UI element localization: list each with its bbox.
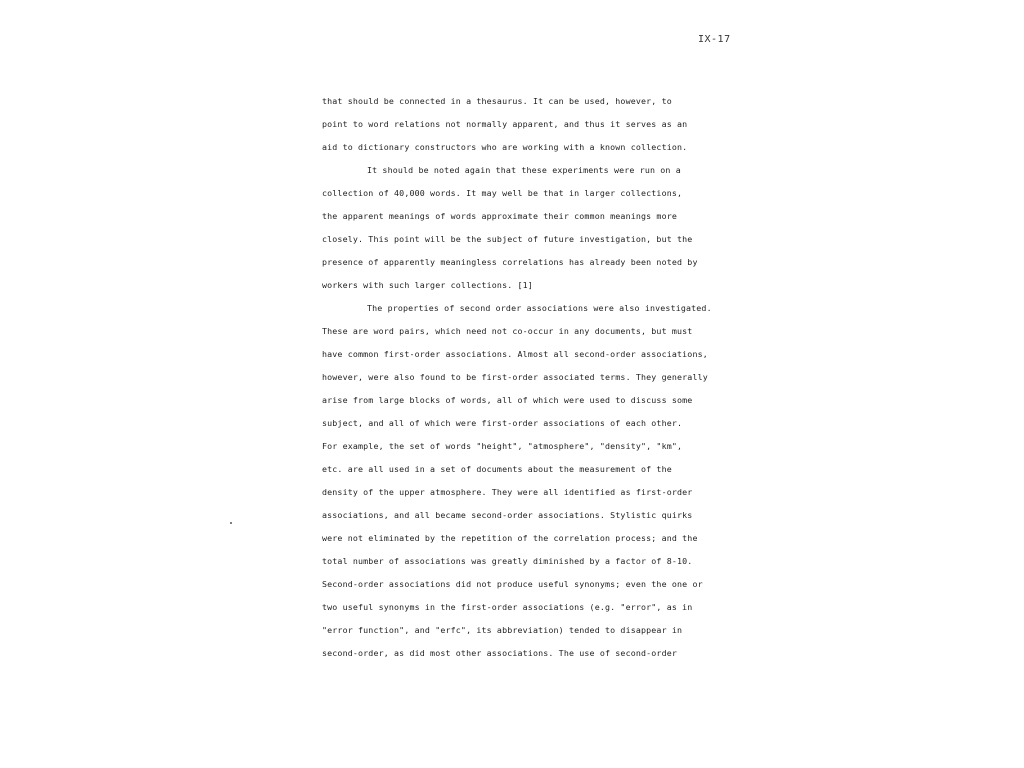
body-line: For example, the set of words "height", "atmosphere", "density", "km", — [322, 441, 683, 451]
body-line: The properties of second order associations were also investigated. — [367, 303, 712, 313]
body-line: total number of associations was greatly diminished by a factor of 8-10. — [322, 556, 693, 566]
body-line: two useful synonyms in the first-order associations (e.g. "error", as in — [322, 602, 693, 612]
body-line: however, were also found to be first-order associated terms. They generally — [322, 372, 708, 382]
body-line: aid to dictionary constructors who are working with a known collection. — [322, 142, 688, 152]
body-line: have common first-order associations. Almost all second-order associations, — [322, 349, 708, 359]
body-line: These are word pairs, which need not co-occur in any documents, but must — [322, 326, 693, 336]
body-line: density of the upper atmosphere. They were all identified as first-order — [322, 487, 693, 497]
body-line: were not eliminated by the repetition of the correlation process; and the — [322, 533, 698, 543]
page-number: IX-17 — [698, 34, 731, 45]
scan-speck — [230, 522, 232, 524]
body-line: workers with such larger collections. [1] — [322, 280, 533, 290]
body-line: "error function", and "erfc", its abbreviation) tended to disappear in — [322, 625, 683, 635]
body-line: point to word relations not normally apparent, and thus it serves as an — [322, 119, 688, 129]
body-line: that should be connected in a thesaurus. It can be used, however, to — [322, 96, 672, 106]
body-line: closely. This point will be the subject of future investigation, but the — [322, 234, 693, 244]
document-body — [322, 90, 742, 665]
body-line: subject, and all of which were first-order associations of each other. — [322, 418, 683, 428]
body-line: presence of apparently meaningless correlations has already been noted by — [322, 257, 698, 267]
body-line: Second-order associations did not produce useful synonyms; even the one or — [322, 579, 703, 589]
body-line: collection of 40,000 words. It may well be that in larger collections, — [322, 188, 683, 198]
body-line: associations, and all became second-order associations. Stylistic quirks — [322, 510, 693, 520]
body-line: It should be noted again that these experiments were run on a — [367, 165, 681, 175]
body-line: the apparent meanings of words approximate their common meanings more — [322, 211, 678, 221]
body-line: arise from large blocks of words, all of which were used to discuss some — [322, 395, 693, 405]
body-line: second-order, as did most other associations. The use of second-order — [322, 648, 678, 658]
body-line: etc. are all used in a set of documents about the measurement of the — [322, 464, 672, 474]
